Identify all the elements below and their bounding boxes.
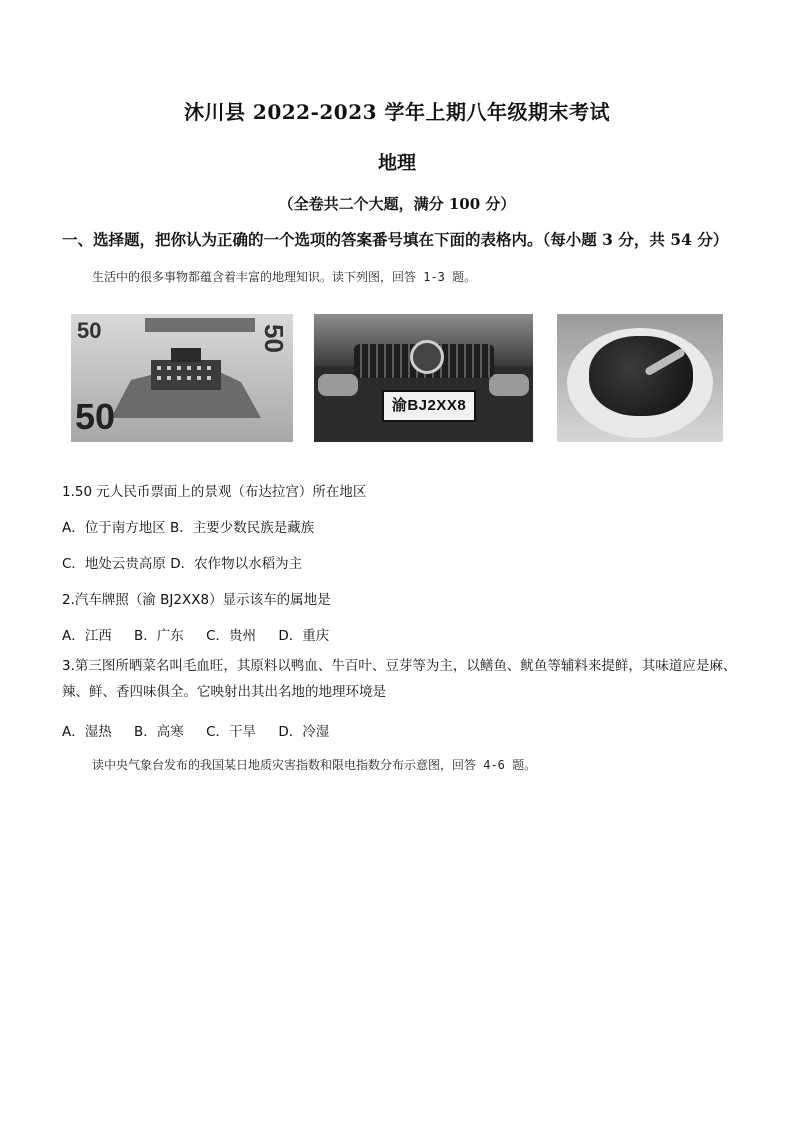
score-note: （全卷共二个大题，满分 100 分） [278,195,516,213]
question-2-options [62,624,347,644]
q3-option-a: A．湿热 [62,724,112,740]
banknote-stripe [145,318,255,332]
question-1-stem: 1.50 元人民币票面上的景观（布达拉宫）所在地区 [62,484,367,500]
q2-option-a: A．江西 [62,628,112,644]
potala-palace-illustration [111,340,261,418]
q2-option-d: D．重庆 [278,628,330,644]
question-3-options [62,720,347,740]
banknote-denomination-bottom: 50 [75,396,116,437]
q2-option-b: B．广东 [134,628,184,644]
intro-text-2: 读中央气象台发布的我国某日地质灾害指数和限电指数分布示意图，回答 4-6 题。 [92,758,537,772]
banknote-denomination-right: 50 [259,324,289,353]
car-headlight-right [489,374,529,396]
q3-option-b: B．高寒 [134,724,184,740]
subject-title: 地理 [377,152,416,174]
q3-option-c: C．干旱 [206,724,257,740]
q3-option-d: D．冷湿 [278,724,330,740]
car-emblem-icon [410,340,444,374]
exam-title: 沐川县 2022-2023 学年上期八年级期末考试 [183,100,611,124]
question-2-stem: 2.汽车牌照（渝 BJ2XX8）显示该车的属地是 [62,592,331,608]
banknote-image [71,314,293,442]
car-headlight-left [318,374,358,396]
maoxuewang-dish-image [557,314,723,442]
question-1-options-row-2: C．地处云贵高原 D．农作物以水稻为主 [62,556,303,572]
section-heading: 一、选择题，把你认为正确的一个选项的答案番号填在下面的表格内。（每小题 3 分，共 54 分） [62,230,729,249]
question-3-stem: 3.第三图所晒菜名叫毛血旺，其原料以鸭血、牛百叶、豆芽等为主，以鳝鱼、鱿鱼等辅料来提鲜，其味道应是麻、辣、鲜、香四味俱全。它映射出其出名地的地理环境是 [62,658,737,700]
license-plate: 渝BJ2XX8 [382,390,476,422]
car-image [314,314,533,442]
question-1-options-row-1: A．位于南方地区 B．主要少数民族是藏族 [62,520,315,536]
banknote-denomination-top: 50 [77,318,102,343]
dish-food [589,336,693,416]
q2-option-c: C．贵州 [206,628,257,644]
intro-text-1: 生活中的很多事物都蕴含着丰富的地理知识。读下列图，回答 1-3 题。 [92,270,477,284]
